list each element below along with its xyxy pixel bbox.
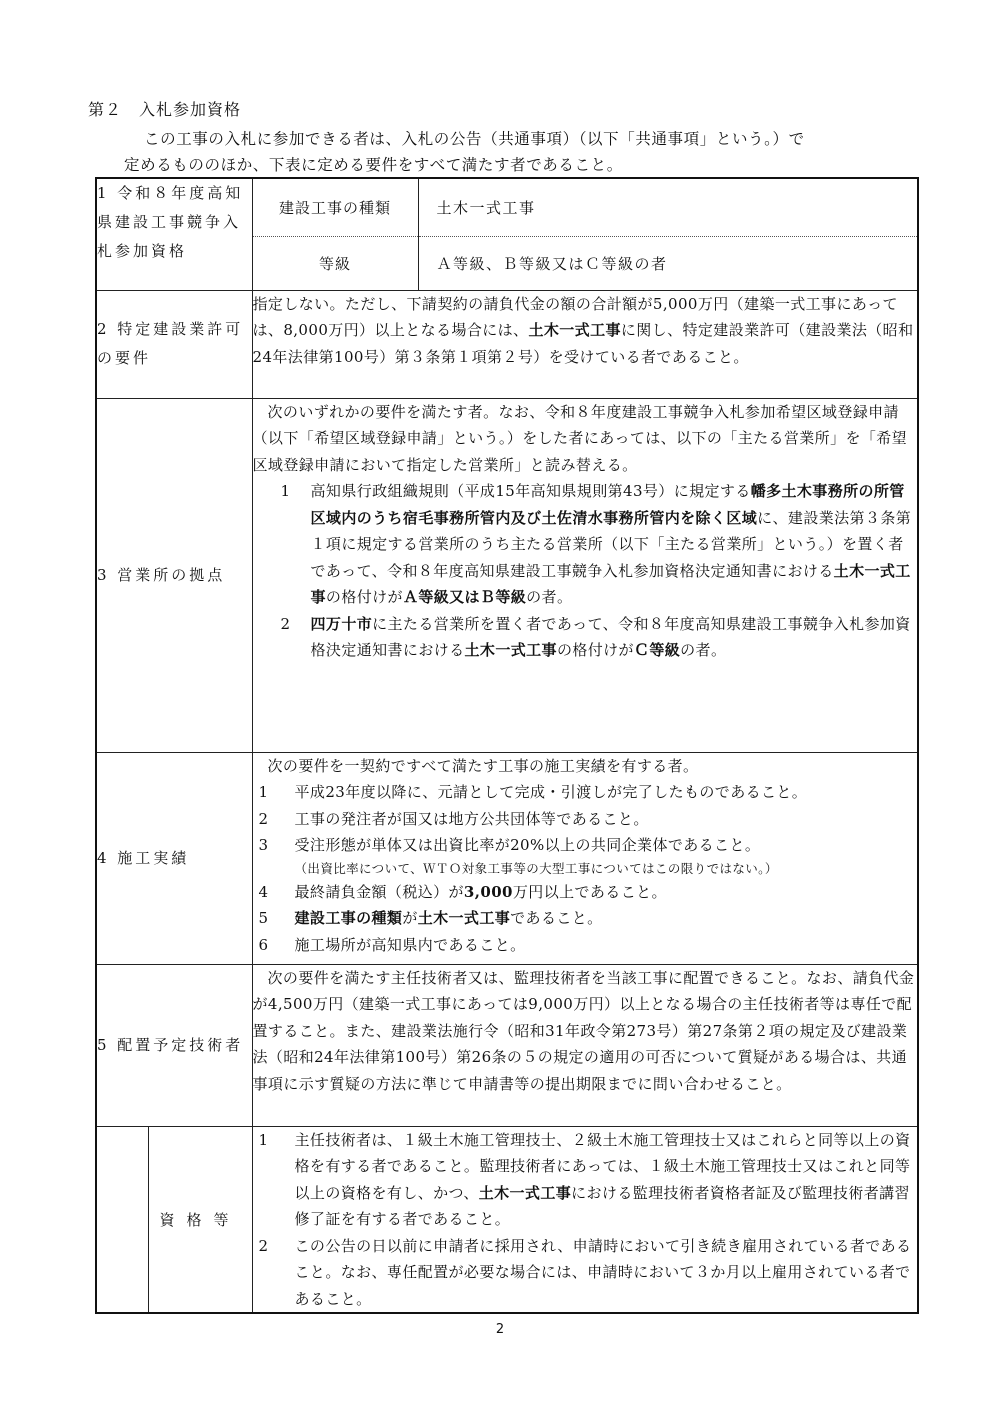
page-number: 2: [495, 1322, 505, 1337]
row2-label: 2 特定建設業許可の要件: [96, 290, 252, 398]
row-qualifications: [96, 1126, 918, 1313]
row4-item-5: 5 建設工事の種類が土木一式工事であること。: [258, 909, 603, 927]
row1-label: 1 令和８年度高知県建設工事競争入札参加資格: [96, 178, 252, 290]
row3-label: 3 営業所の拠点: [96, 398, 252, 752]
row5-content: [252, 964, 918, 1126]
row3-item-1: [253, 478, 917, 611]
row4-paragraph: 次の要件を一契約ですべて満たす工事の施工実績を有する者。: [267, 756, 699, 775]
row-qualification: [96, 178, 918, 236]
section-heading: 第２ 入札参加資格: [88, 100, 242, 119]
item-text: 高知県行政組織規則（平成15年高知県規則第43号）に規定する幡多土木事務所の所管区域内のうち宿毛事務所管内及び土佐清水事務所管内を除く区域に、建設業法第３条第１項に規定する営業所のうち主たる営業所（以下「主たる営業所」という。）を置く者であって、令和８年度高知県建設工事競争入札参加資格決定通知書における土木一式工事の格付けがＡ等級又はＢ等級の者。: [310, 482, 912, 606]
row4-label: 4 施工実績: [96, 752, 252, 964]
row4-note: （出資比率について、ＷＴＯ対象工事等の大型工事についてはこの限りではない。）: [294, 860, 778, 876]
row-assigned-engineer: [96, 964, 918, 1126]
item-number: 1: [280, 482, 291, 500]
qual-item-2: 2 この公告の日以前に申請者に採用され、申請時において引き続き雇用されている者であること。なお、専任配置が必要な場合には、申請時において３か月以上雇用されている者であること。: [258, 1236, 912, 1308]
row3-paragraph: 次のいずれかの要件を満たす者。なお、令和８年度建設工事競争入札参加希望区域登録申請（以下「希望区域登録申請」という。）をした者にあっては、以下の「主たる営業所」を「希望区域登録申請において指定した営業所」と読み替える。: [252, 402, 908, 474]
row2-content: [252, 290, 918, 398]
intro-paragraph: [124, 126, 924, 178]
row-office-base: [96, 398, 918, 752]
row2-text-bold: 土木一式工事: [528, 321, 621, 339]
qual-item-1: 1 主任技術者は、１級土木施工管理技士、２級土木施工管理技士又はこれらと同等以上の資格を有する者であること。監理技術者にあっては、１級土木施工管理技士又はこれと同等以上の資格を有し、かつ、土木一式工事における監理技術者資格者証及び監理技術者講習修了証を有する者であること。: [258, 1130, 911, 1228]
row4-item-1: 1 平成23年度以降に、元請として完成・引渡しが完了したものであること。: [258, 783, 808, 801]
intro-line-2: 定めるもののほか、下表に定める要件をすべて満たす者であること。: [124, 156, 623, 174]
row4-content: [252, 752, 918, 964]
row4-item-2: 2 工事の発注者が国又は地方公共団体等であること。: [258, 809, 649, 828]
row5-spacer: [96, 1126, 148, 1313]
row4-item-3: 3 受注形態が単体又は出資比率が20%以上の共同企業体であること。: [258, 836, 761, 854]
item-text: 四万十市に主たる営業所を置く者であって、令和８年度高知県建設工事競争入札参加資格決定通知書における土木一式工事の格付けがＣ等級の者。: [310, 614, 911, 659]
row-construction-record: [96, 752, 918, 964]
row4-item-6: 6 施工場所が高知県内であること。: [258, 935, 526, 954]
row2-text: 指定しない。ただし、下請契約の請負代金の額の合計額が5,000万円（建築一式工事にあっては、8,000万円）以上となる場合には、: [252, 294, 898, 339]
intro-line-1: この工事の入札に参加できる者は、入札の公告（共通事項）（以下「共通事項」という。）で: [144, 130, 805, 148]
row5-label: 5 配置予定技術者: [96, 964, 252, 1126]
grade-value: Ａ等級、Ｂ等級又はＣ等級の者: [418, 236, 918, 290]
requirements-table: [95, 177, 919, 1314]
row-special-permit: [96, 290, 918, 398]
row3-content: [252, 398, 918, 752]
row3-item-2: [253, 611, 917, 664]
grade-label: 等級: [252, 236, 418, 290]
row4-item-4: 4 最終請負金額（税込）が3,000万円以上であること。: [258, 882, 667, 901]
qualification-content: [252, 1126, 918, 1313]
row2-text-end: に関し、特定建設業許可（建設業法（昭和24年法律第100号）第３条第１項第２号）を受けている者であること。: [252, 321, 914, 366]
construction-type-label: 建設工事の種類: [252, 178, 418, 236]
qualification-label: 資格等: [148, 1126, 252, 1313]
row5-paragraph: 次の要件を満たす主任技術者又は、監理技術者を当該工事に配置できること。なお、請負代金が4,500万円（建築一式工事にあっては9,000万円）以上となる場合の主任技術者等は専任で配置すること。また、建設業法施行令（昭和31年政令第273号）第27条第２項の規定及び建設業法（昭和24年法律第100号）第26条の５の規定の適用の可否について質疑がある場合は、共通事項に示す質疑の方法に準じて申請書等の提出期限までに問い合わせること。: [252, 968, 915, 1093]
item-number: 2: [280, 614, 291, 633]
construction-type-value: 土木一式工事: [418, 178, 918, 236]
